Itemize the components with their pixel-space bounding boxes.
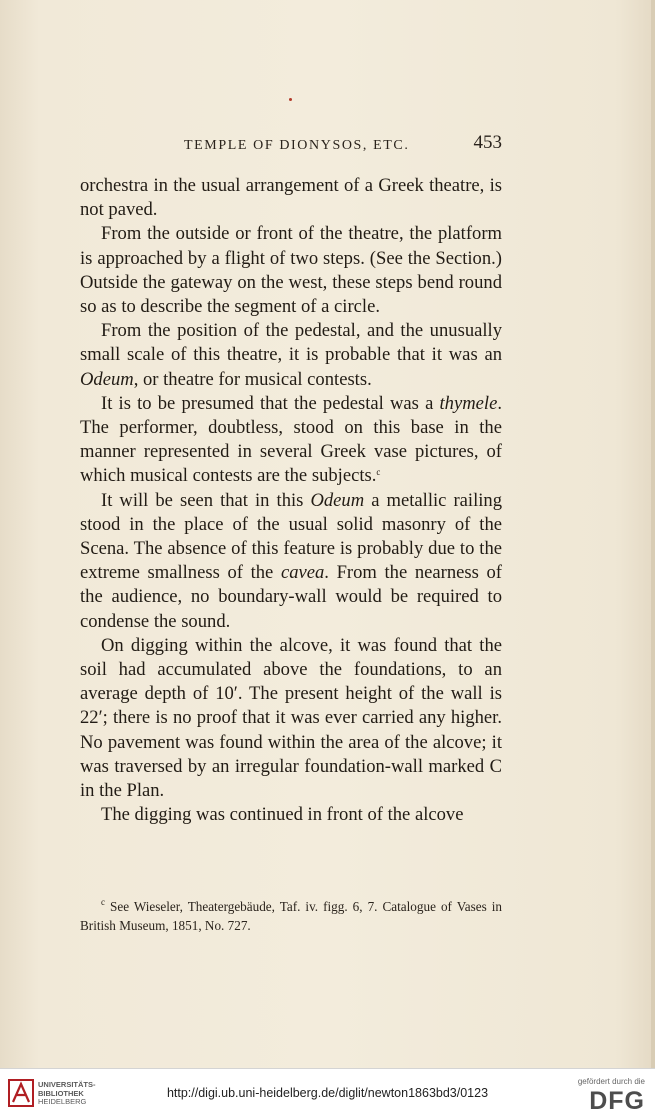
running-head-title: TEMPLE OF DIONYSOS, ETC. — [184, 138, 410, 153]
paragraph — [80, 489, 502, 634]
paragraph — [80, 392, 502, 489]
text-run: On digging within the alcove, it was found that the soil had accumulated above the foundations, to an average depth of 10′. The present height of the wall is 22′; there is no proof that it was ever carried any higher. No pavement was found within the area of the alcove; it was traversed by an irregular foundation-wall marked C in the Plan. — [80, 634, 502, 802]
body-text — [80, 174, 502, 827]
text-run: . From the nearness of the audience, no boundary-wall would be required to condense the sound. — [80, 562, 502, 632]
italic-term: Odeum — [310, 489, 365, 511]
italic-term: cavea — [280, 562, 325, 584]
text-run: , or theatre for musical contests. — [133, 368, 372, 390]
permalink-url[interactable]: http://digi.ub.uni-heidelberg.de/diglit/newton1863bd3/0123 — [166, 1086, 489, 1100]
text-run: . The performer, doubtless, stood on this base in the manner represented in several Greek vase pictures, of which musical contests are the subjects. — [80, 392, 502, 487]
viewer-footer — [0, 1068, 655, 1118]
text-run: orchestra in the usual arrangement of a Greek theatre, is not paved. — [80, 175, 502, 221]
paragraph — [80, 634, 502, 803]
footnote-ref: c — [376, 467, 381, 478]
paragraph — [80, 319, 502, 392]
italic-term: thymele — [439, 392, 498, 414]
paragraph — [80, 803, 502, 827]
page-number: 453 — [473, 132, 502, 153]
footnote-text — [80, 898, 502, 935]
text-run: From the outside or front of the theatre, the platform is approached by a flight of two steps. (See the Section.) Outside the gateway on the west, these steps bend round so as to describe the segment of a circle. — [80, 223, 502, 318]
running-head — [80, 132, 502, 156]
text-run: a metallic railing stood in the place of the usual solid masonry of the Scena. The absence of this feature is probably due to the extreme smallness of the — [80, 489, 502, 584]
page-edge — [651, 0, 655, 1068]
paragraph — [80, 222, 502, 319]
institution-name: UNIVERSITÄTS- BIBLIOTHEK HEIDELBERG — [38, 1080, 96, 1106]
text-run: From the position of the pedestal, and the unusually small scale of this theatre, it is probable that it was an — [80, 320, 502, 366]
italic-term: Odeum — [80, 368, 134, 390]
footnote-run: See Wieseler, Theatergebäude, Taf. iv. figg. 6, 7. Catalogue of Vases in British Museum, 1851, No. 727. — [80, 899, 502, 933]
ink-speck — [289, 98, 292, 101]
text-run: The digging was continued in front of the alcove — [101, 804, 464, 826]
footnote-marker: c — [101, 897, 105, 907]
footnote — [80, 898, 502, 935]
funded-by-label: gefördert durch die — [577, 1077, 645, 1086]
paragraph — [80, 174, 502, 222]
text-run: It is to be presumed that the pedestal was a — [101, 392, 440, 414]
dfg-logo: DFG — [589, 1087, 645, 1115]
text-run: It will be seen that in this — [101, 489, 311, 511]
